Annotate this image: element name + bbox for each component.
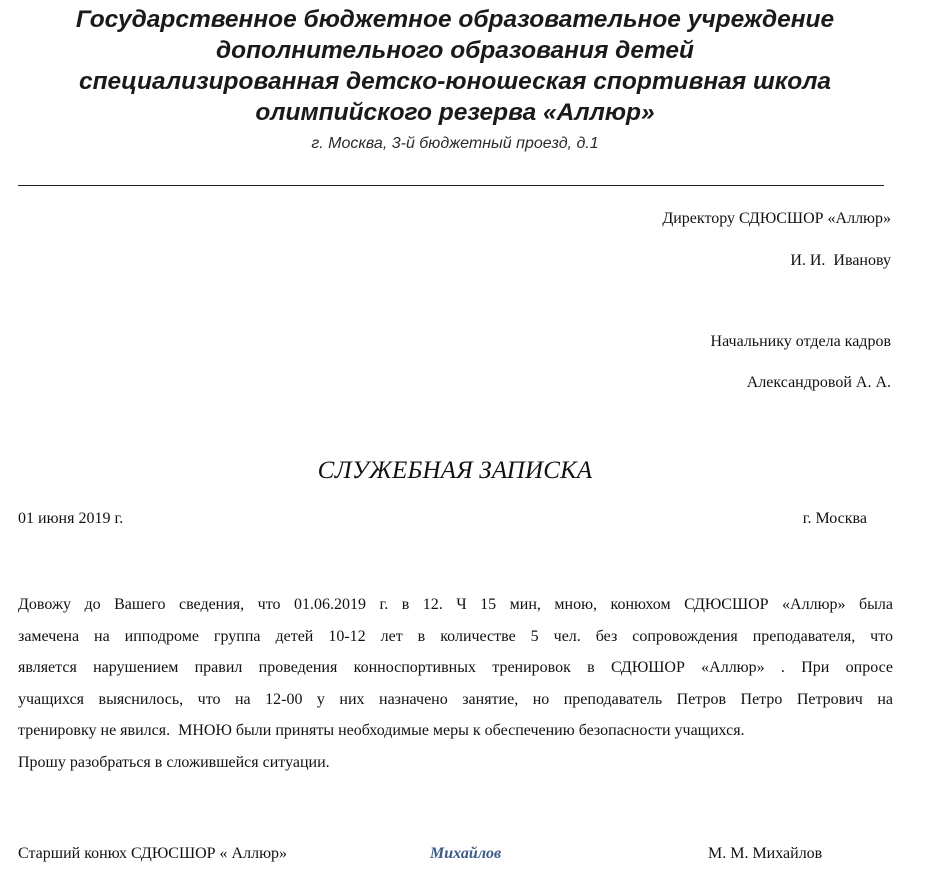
memo-body-line-6: Прошу разобраться в сложившейся ситуации.: [18, 753, 330, 771]
addressee-hr-position: Начальнику отдела кадров: [710, 333, 891, 350]
memo-body-line-2: замечена на ипподроме группа детей 10-12 лет в количестве 5 чел. без сопровождения преподавателя, что: [18, 627, 893, 645]
memo-body: [18, 589, 893, 778]
signatory-role: Старший конюх СДЮСШОР « Аллюр»: [18, 845, 288, 862]
addressee-director-position: Директору СДЮСШОР «Аллюр»: [662, 210, 891, 227]
document-city: г. Москва: [802, 510, 867, 527]
handwritten-signature: Михайлов: [430, 845, 502, 862]
document-date: 01 июня 2019 г.: [18, 510, 124, 527]
memo-body-line-1: Довожу до Вашего сведения, что 01.06.2019 г. в 12. Ч 15 мин, мною, конюхом СДЮСШОР «Аллюр» была: [18, 596, 893, 613]
memo-body-line-3: является нарушением правил проведения конноспортивных тренировок в СДЮШОР «Аллюр» . При опросе: [18, 659, 893, 676]
addressee-hr-name: Александровой А. А.: [746, 374, 891, 391]
organization-address: г. Москва, 3-й бюджетный проезд, д.1: [311, 135, 599, 152]
organization-name-line-4: олимпийского резерва «Аллюр»: [255, 99, 655, 126]
addressee-director-name: И. И. Иванову: [790, 252, 891, 269]
signatory-name: М. М. Михайлов: [708, 845, 823, 862]
organization-name-line-3: специализированная детско-юношеская спортивная школа: [78, 68, 832, 95]
header-divider: [18, 185, 884, 186]
organization-name-line-2: дополнительного образования детей: [215, 37, 694, 64]
memo-body-line-5: тренировку не явился. МНОЮ были приняты необходимые меры к обеспечению безопасности учащихся.: [18, 722, 745, 739]
organization-name-line-1: Государственное бюджетное образовательное учреждение: [75, 6, 835, 33]
memo-body-line-4: учащихся выяснилось, что на 12-00 у них назначено занятие, но преподаватель Петров Петро Петрович на: [18, 690, 893, 708]
document-title: СЛУЖЕБНАЯ ЗАПИСКА: [317, 457, 593, 484]
